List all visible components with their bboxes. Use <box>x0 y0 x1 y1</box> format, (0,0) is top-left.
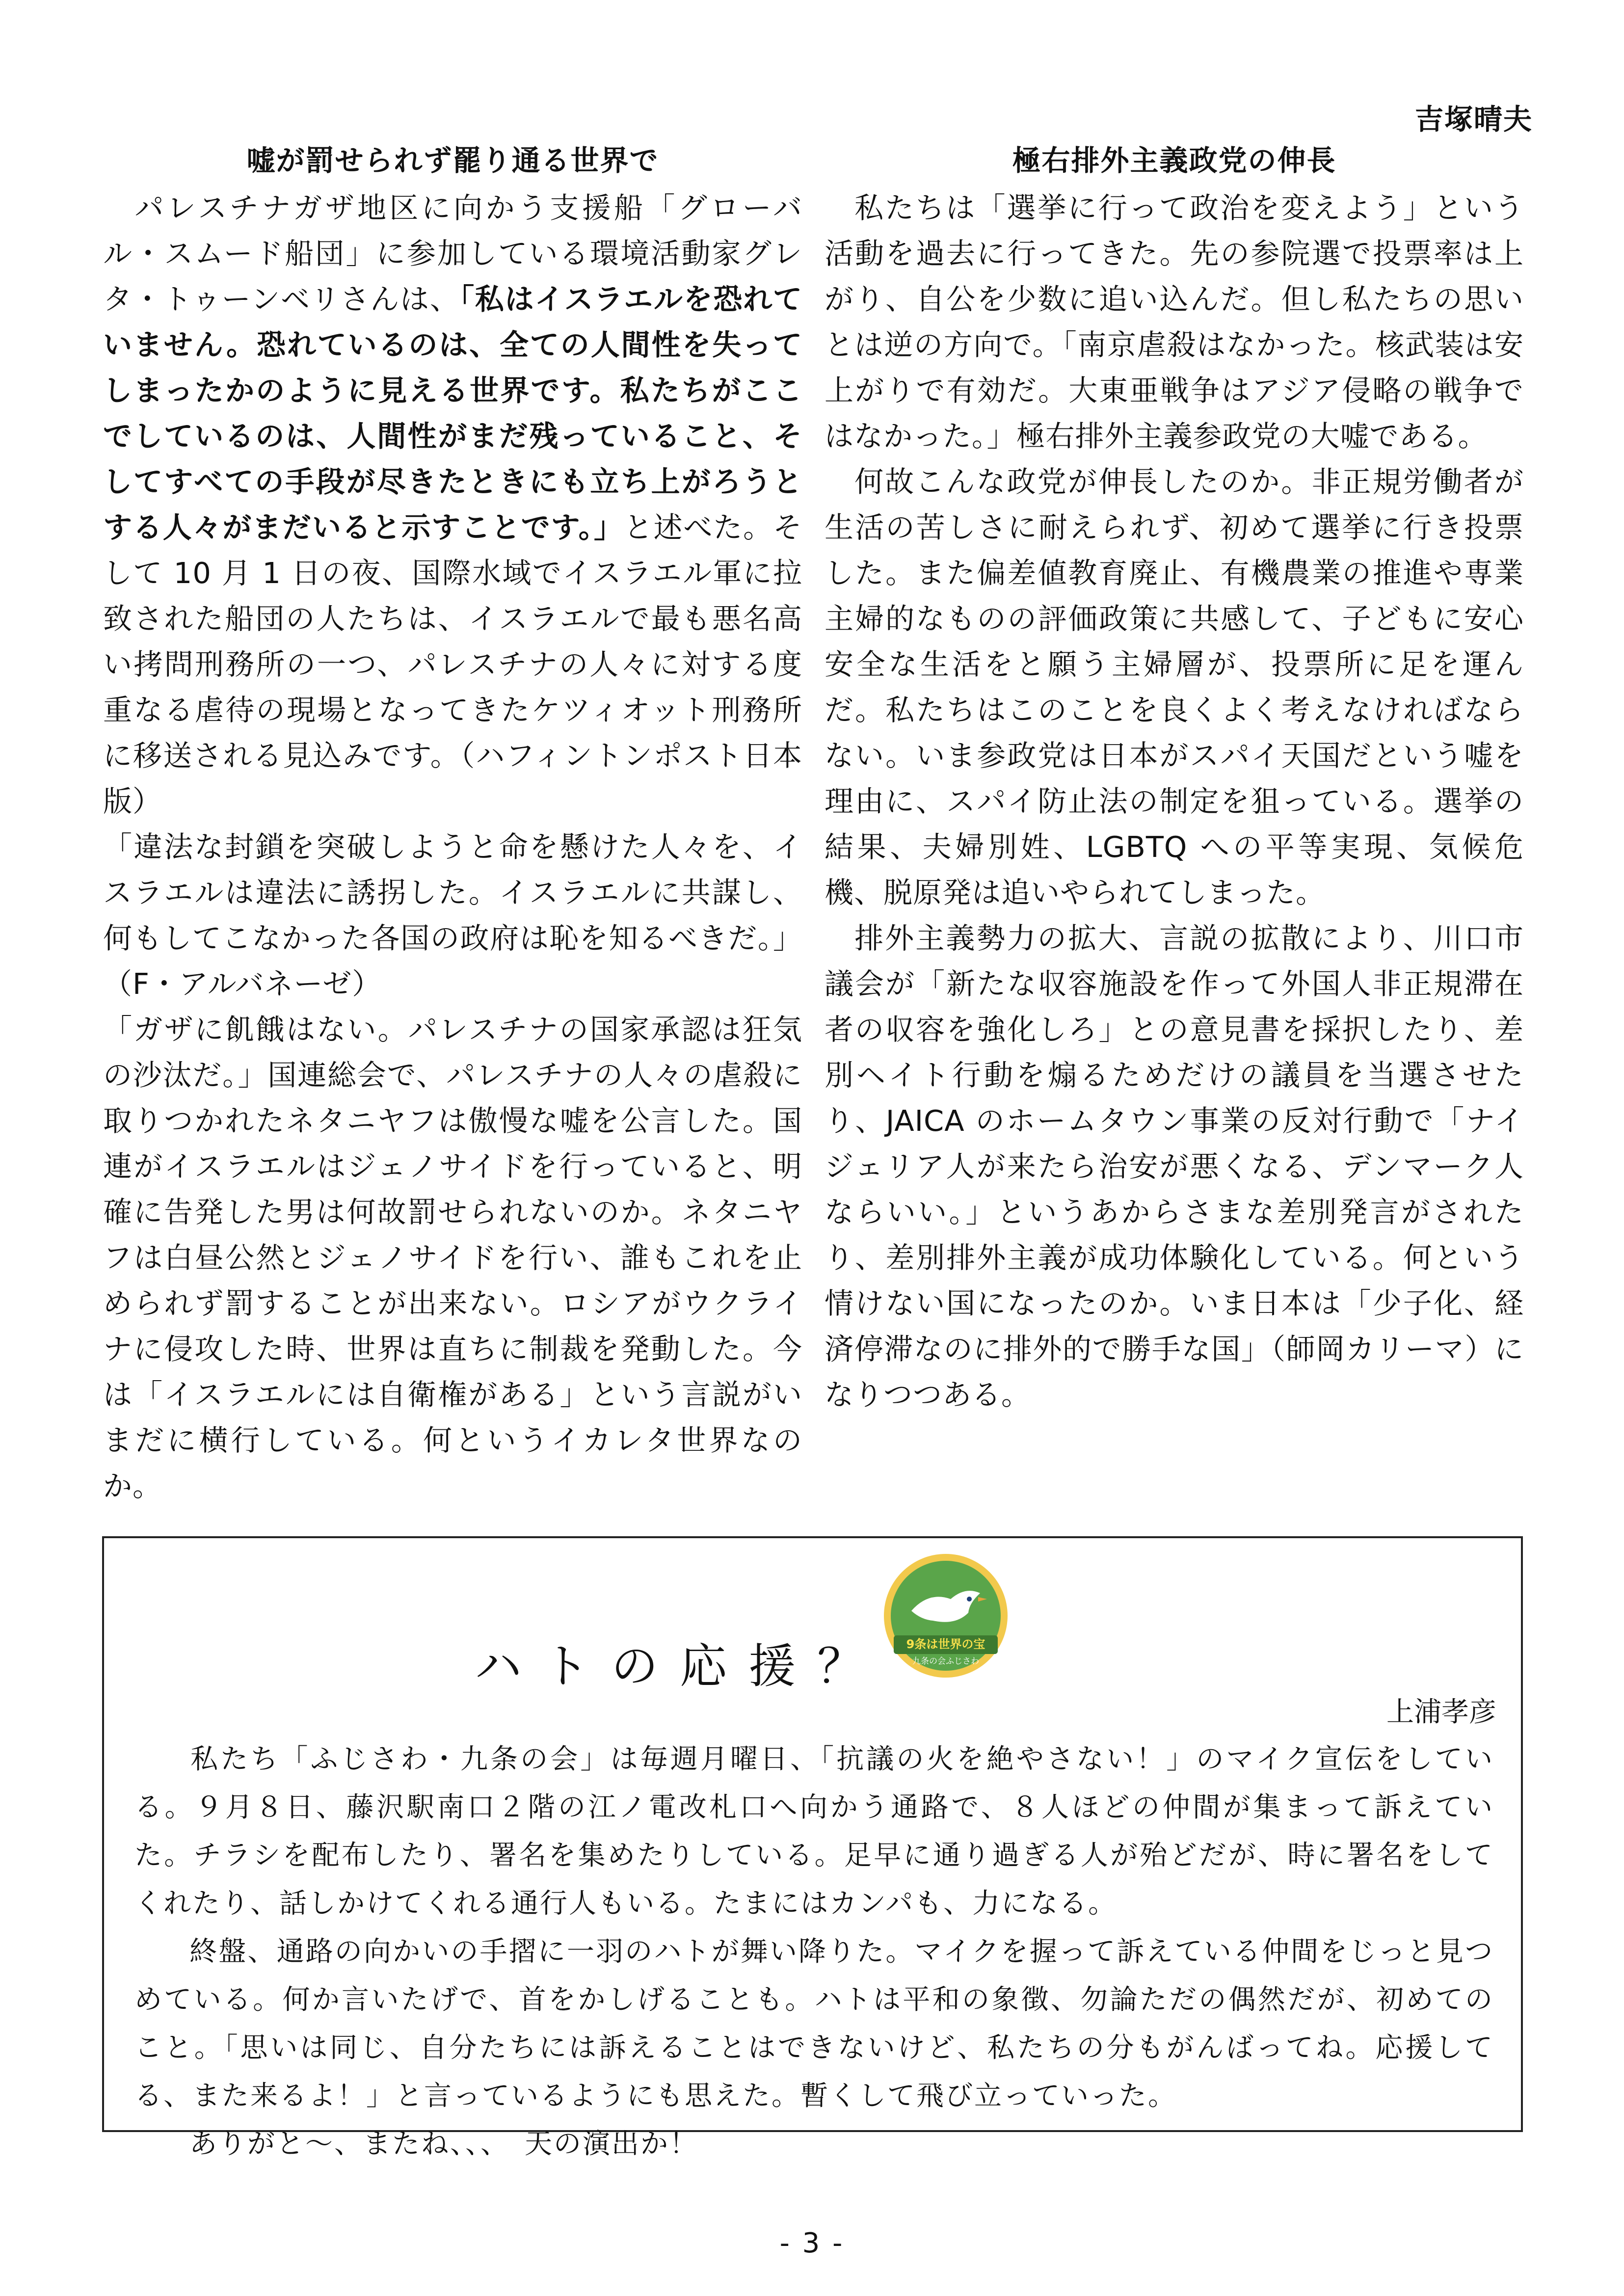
left-column-title: 嘘が罰せられず罷り通る世界で <box>246 144 659 177</box>
right-p1-text: 私たちは「選挙に行って政治を変えよう」という活動を過去に行ってきた。先の参院選で投票率は上がり、自公を少数に追い込んだ。但し私たちの思いとは逆の方向で。「南京虐殺はなかった。核武装は安上がりで有効だ。大東亜戦争はアジア侵略の戦争ではなかった。」極右排外主義参政党の大嘘である。 <box>825 191 1524 453</box>
box-body <box>134 1735 1494 2168</box>
box-author: 上浦孝彦 <box>1386 1696 1496 1728</box>
box-paragraph-3 <box>134 2120 1494 2168</box>
left-paragraph-3: 「ガザに飢餓はない。パレスチナの国家承認は狂気の沙汰だ。」国連総会で、パレスチナの人々の虐殺に取りつかれたネタニヤフは傲慢な嘘を公言した。国連がイスラエルはジェノサイドを行っていると、明確に告発した男は何故罰せられないのか。ネタニヤフは白昼公然とジェノサイドを行い、誰もこれを止められず罰することが出来ない。ロシアがウクライナに侵攻した時、世界は直ちに制裁を発動した。今は「イスラエルには自衛権がある」という言説がいまだに横行している。何というイカレタ世界なのか。 <box>103 1013 802 1503</box>
box-p2-text: 終盤、通路の向かいの手摺に一羽のハトが舞い降りた。マイクを握って訴えている仲間をじっと見つめている。何か言いたげで、首をかしげることも。ハトは平和の象徴、勿論ただの偶然だが、初めてのこと。「思いは同じ、自分たちには訴えることはできないけど、私たちの分もがんばってね。応援してる、また来るよ！」と言っているようにも思えた。暫くして飛び立っていった。 <box>134 1936 1494 2112</box>
left-p1-start: パレスチナガザ地区に向かう支援船「グローバル・スムード船団」に参加している環境活動家グレタ・トゥーンベリさんは、 <box>103 191 802 316</box>
right-p3-text: 排外主義勢力の拡大、言説の拡散により、川口市議会が「新たな収容施設を作って外国人非正規滞在者の収容を強化しろ」との意見書を採択したり、差別ヘイト行動を煽るためだけの議員を当選させたり、JAICA のホームタウン事業の反対行動で「ナイジェリア人が来たら治安が悪くなる、デンマーク人ならいい。」というあからさまな差別発言がされたり、差別排外主義が成功体験化している。何という情けない国になったのか。いま日本は「少子化、経済停滞なのに排外的で勝手な国」（師岡カリーマ）になりつつある。 <box>825 921 1524 1412</box>
right-paragraph-1 <box>825 185 1524 459</box>
box-p1-text: 私たち「ふじさわ・九条の会」は毎週月曜日、「抗議の火を絶やさない！」のマイク宣伝をしている。９月８日、藤沢駅南口２階の江ノ電改札口へ向かう通路で、８人ほどの仲間が集まって訴えていた。チラシを配布したり、署名を集めたりしている。足早に通り過ぎる人が殆どだが、時に署名をしてくれたり、話しかけてくれる通行人もいる。たまにはカンパも、力になる。 <box>134 1743 1494 1920</box>
left-paragraph-1 <box>103 185 802 824</box>
right-column <box>825 140 1524 1417</box>
left-column <box>103 140 802 1509</box>
right-column-title: 極右排外主義政党の伸長 <box>1012 144 1336 177</box>
kyujo-logo-icon <box>882 1552 1010 1680</box>
greta-quote: 「私はイスラエルを恐れていません。恐れているのは、全ての人間性を失ってしまったかのように見える世界です。私たちがここでしているのは、人間性がまだ残っていること、そしてすべての手段が尽きたときにも立ち上がろうとする人々がまだいると示すことです。」 <box>103 282 802 544</box>
right-paragraph-3 <box>825 915 1524 1417</box>
left-paragraph-2: 「違法な封鎖を突破しようと命を懸けた人々を、イスラエルは違法に誘拐した。イスラエルに共謀し、何もしてこなかった各国の政府は恥を知るべきだ。」（F・アルバネーゼ） <box>103 830 802 1001</box>
box-p3-text: ありがと～、またね、、、 天の演出か！ <box>189 2128 698 2160</box>
box-paragraph-2 <box>134 1928 1494 2120</box>
author-name: 吉塚晴夫 <box>1414 103 1533 136</box>
logo-text-1: 9条は世界の宝 <box>906 1637 985 1651</box>
left-p1-end: と述べた。そして 10 月 1 日の夜、国際水域でイスラエル軍に拉致された船団の人たちは、イスラエルで最も悪名高い拷問刑務所の一つ、パレスチナの人々に対する度重なる虐待の現場となってきたケツィオット刑務所に移送される見込みです。（ハフィントンポスト日本版） <box>103 510 802 818</box>
box-title: ハトの応援？ <box>475 1639 886 1694</box>
page-number: - 3 - <box>779 2227 845 2259</box>
box-paragraph-1 <box>134 1735 1494 1928</box>
dove-article-box <box>102 1536 1523 2160</box>
logo-text-2: 九条の会ふじさわ <box>912 1656 979 1666</box>
right-p2-text: 何故こんな政党が伸長したのか。非正規労働者が生活の苦しさに耐えられず、初めて選挙に行き投票した。また偏差値教育廃止、有機農業の推進や専業主婦的なものの評価政策に共感して、子どもに安心安全な生活をと願う主婦層が、投票所に足を運んだ。私たちはこのことを良くよく考えなければならない。いま参政党は日本がスパイ天国だという嘘を理由に、スパイ防止法の制定を狙っている。選挙の結果、夫婦別姓、LGBTQ への平等実現、気候危機、脱原発は追いやられてしまった。 <box>825 465 1524 909</box>
right-paragraph-2 <box>825 459 1524 915</box>
